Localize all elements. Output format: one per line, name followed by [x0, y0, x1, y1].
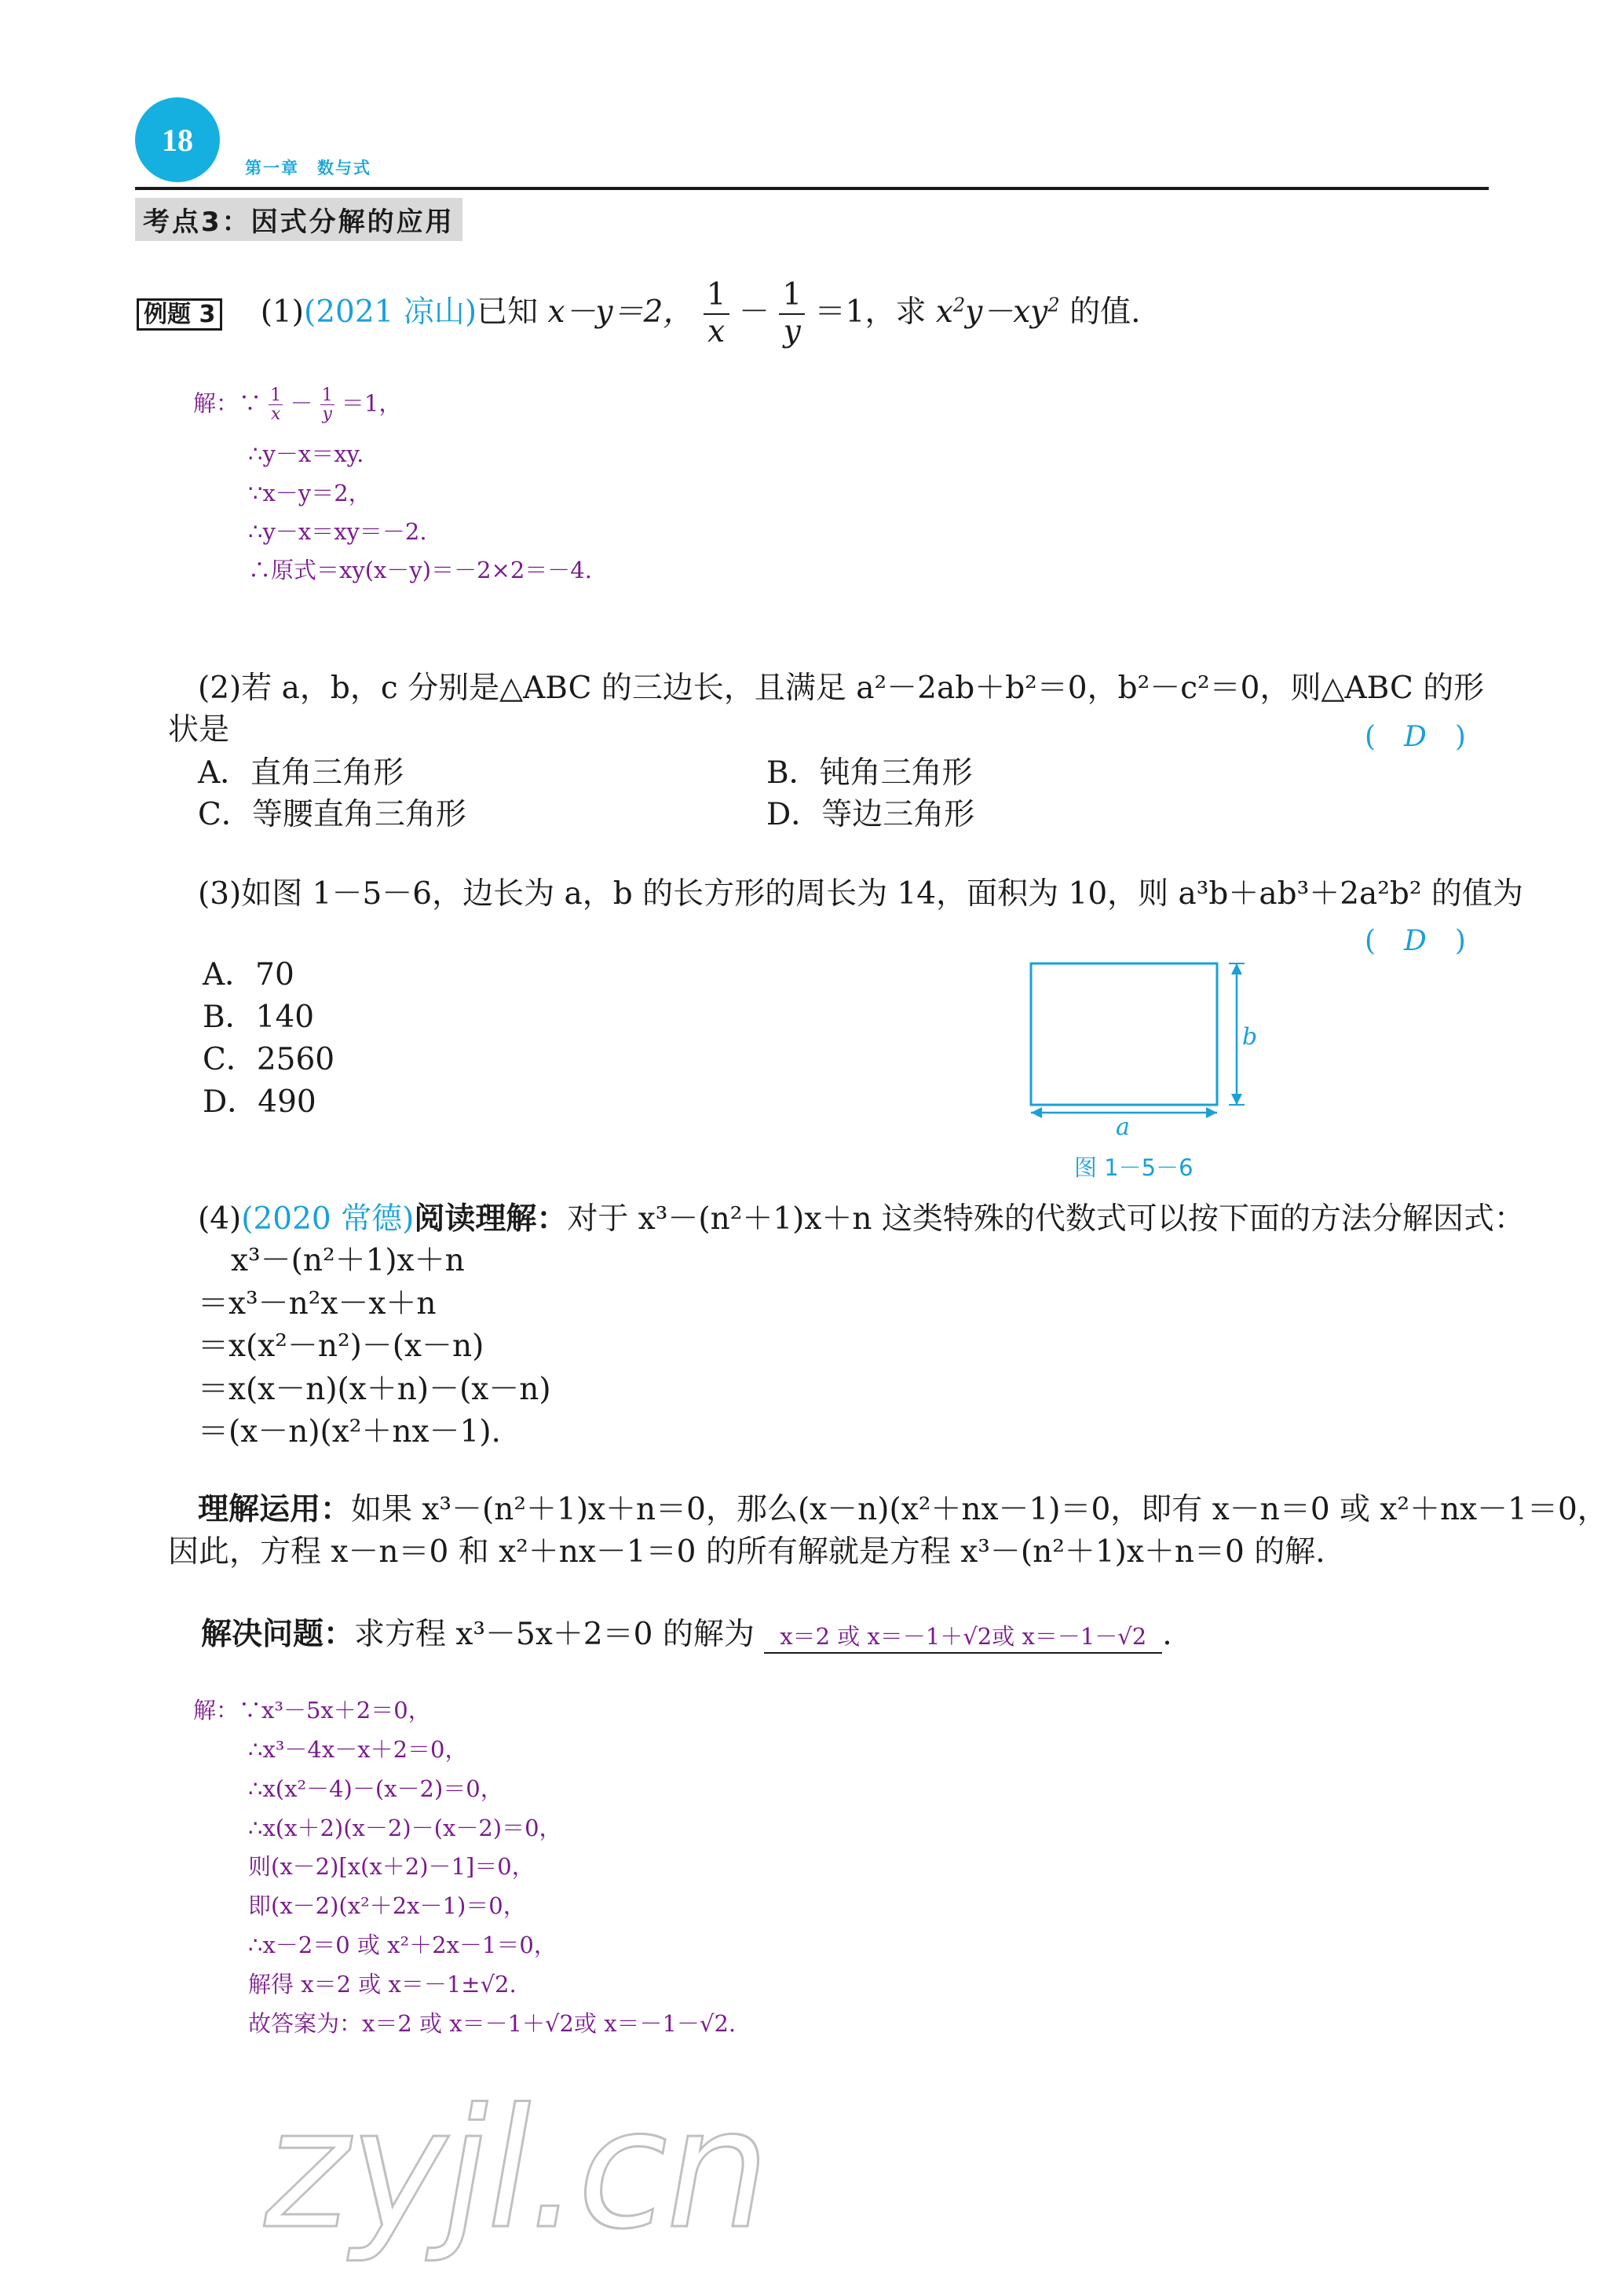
figure-label-b: b — [1242, 1023, 1258, 1051]
q1-fraction-1y: $\frac{1}{y}$ — [779, 278, 805, 350]
rectangle-shape — [1031, 963, 1217, 1105]
q1-cond1: x－y＝2， — [547, 294, 694, 330]
q4-step-2: ＝x³－n²x－x＋n — [198, 1286, 437, 1322]
q3-answer: ( D ) — [1365, 925, 1466, 957]
q2-option-c: C．等腰直角三角形 — [198, 797, 466, 832]
q1-text-a: 已知 — [477, 294, 548, 330]
q1-sol-l1-end: ＝1， — [341, 389, 402, 417]
q1-solution-line-5: ∴原式＝xy(x－y)＝－2×2＝－4. — [248, 557, 592, 583]
page-number: 18 — [162, 122, 193, 158]
q4-step-3: ＝x(x²－n²)－(x－n) — [198, 1329, 484, 1364]
q4-solution-line-8: 解得 x＝2 或 x＝－1±√2. — [248, 1971, 517, 1998]
q4-solution-line-1: 解：∵x³－5x＋2＝0， — [193, 1697, 431, 1724]
q3-answer-value: D — [1404, 925, 1427, 957]
q3-option-a: A．70 — [203, 957, 294, 993]
figure-rectangle — [1013, 954, 1264, 1182]
arrow-down-icon — [1231, 1094, 1242, 1105]
q3-option-b: B．140 — [203, 1000, 315, 1035]
watermark: zyjl.cn — [250, 2073, 786, 2265]
q4-intro — [198, 1199, 1525, 1240]
q2-stem-line-2: 状是 — [168, 712, 230, 748]
q1-solution-line-2: ∴y－x＝xy. — [248, 441, 364, 467]
q2-stem-line-1: (2)若 a，b，c 分别是△ABC 的三边长，且满足 a²－2ab＋b²＝0，b²－c²＝0，则△ABC 的形 — [198, 671, 1485, 706]
q4-answer-blank: x＝2 或 x＝－1＋√2或 x＝－1－√2 — [764, 1622, 1162, 1654]
q4-source: (2020 常德) — [241, 1201, 415, 1237]
q4-step-5: ＝(x－n)(x²＋nx－1). — [198, 1414, 501, 1450]
q4-solve-line — [201, 1614, 1172, 1655]
q1-prefix: (1) — [260, 294, 304, 330]
header-rule — [135, 187, 1489, 190]
q4-prefix: (4) — [198, 1201, 242, 1237]
q4-apply-line-1 — [198, 1490, 1608, 1530]
q2-option-a: A．直角三角形 — [198, 755, 404, 791]
q1-solution-line-1: 解：∵ $\frac{1}{x}$ － $\frac{1}{y}$ ＝1， — [193, 386, 402, 425]
section-title: 考点3：因式分解的应用 — [135, 198, 462, 241]
q2-option-b: B．钝角三角形 — [766, 755, 973, 791]
q4-solution-line-7: ∴x－2＝0 或 x²＋2x－1＝0， — [248, 1932, 557, 1958]
q1-text-b: ＝1，求 — [814, 294, 936, 330]
question-1: 例题 3 (1)(2021 凉山)已知 x－y＝2， $\frac{1}{x}$ － $\frac{1}{y}$ ＝1，求 $x^2y-xy^2$ 的值. — [137, 278, 1141, 350]
q3-option-c: C．2560 — [203, 1042, 335, 1077]
q4-solution-line-2: ∴x³－4x－x＋2＝0， — [248, 1736, 468, 1763]
q2-answer: ( D ) — [1365, 721, 1466, 753]
q1-fraction-1x: $\frac{1}{x}$ — [704, 278, 729, 350]
q4-solution-line-5: 则(x－2)[x(x＋2)－1]＝0， — [248, 1853, 535, 1880]
q1-sol-frac-1x: $\frac{1}{x}$ — [270, 386, 282, 425]
q1-sol-l1: 解：∵ — [193, 389, 262, 417]
figure-label-a: a — [1116, 1113, 1130, 1141]
q4-bold-label: 阅读理解： — [414, 1201, 568, 1237]
q4-step-1: x³－(n²＋1)x＋n — [231, 1243, 465, 1278]
figure-caption: 图 1－5－6 — [1074, 1154, 1193, 1181]
q1-source: (2021 凉山) — [303, 294, 477, 330]
q4-apply-label: 理解运用： — [198, 1491, 352, 1527]
q1-expression: $x^2y-xy^2$ — [935, 294, 1060, 330]
q1-sol-frac-1y: $\frac{1}{y}$ — [321, 386, 333, 425]
q4-step-4: ＝x(x－n)(x＋n)－(x－n) — [198, 1372, 551, 1407]
q4-solve-end: . — [1162, 1617, 1172, 1652]
q1-solution-line-3: ∵x－y＝2， — [248, 480, 371, 506]
q4-solution-line-4: ∴x(x＋2)(x－2)－(x－2)＝0， — [248, 1815, 562, 1841]
q2-option-d: D．等边三角形 — [766, 797, 975, 832]
arrow-right-icon — [1206, 1107, 1217, 1118]
q3-stem: (3)如图 1－5－6，边长为 a，b 的长方形的周长为 14，面积为 10，则 a³b＋ab³＋2a²b² 的值为 — [198, 876, 1523, 912]
q4-solution-line-6: 即(x－2)(x²＋2x－1)＝0， — [248, 1892, 526, 1919]
q4-solution-line-3: ∴x(x²－4)－(x－2)＝0， — [248, 1775, 503, 1802]
page-number-badge — [135, 97, 220, 182]
q4-apply-text-1: 如果 x³－(n²＋1)x＋n＝0，那么(x－n)(x²＋nx－1)＝0，即有 x－n＝0 或 x²＋nx－1＝0， — [351, 1492, 1608, 1527]
q1-text-c: 的值. — [1069, 294, 1141, 330]
example-label: 例题 3 — [137, 298, 222, 331]
q2-answer-value: D — [1404, 721, 1427, 753]
q4-intro-text: 对于 x³－(n²＋1)x＋n 这类特殊的代数式可以按下面的方法分解因式： — [567, 1201, 1525, 1237]
q1-solution-line-4: ∴y－x＝xy＝－2. — [248, 518, 427, 545]
q4-apply-line-2: 因此，方程 x－n＝0 和 x²＋nx－1＝0 的所有解就是方程 x³－(n²＋1)x＋n＝0 的解. — [168, 1534, 1325, 1570]
arrow-up-icon — [1231, 963, 1242, 974]
q3-option-d: D．490 — [203, 1084, 316, 1120]
q4-solve-text: 求方程 x³－5x＋2＝0 的解为 — [354, 1617, 755, 1652]
arrow-left-icon — [1031, 1107, 1042, 1118]
q4-solution-line-9: 故答案为：x＝2 或 x＝－1＋√2或 x＝－1－√2. — [248, 2010, 737, 2037]
chapter-title: 第一章 数与式 — [245, 159, 371, 177]
q4-solve-label: 解决问题： — [201, 1616, 355, 1652]
